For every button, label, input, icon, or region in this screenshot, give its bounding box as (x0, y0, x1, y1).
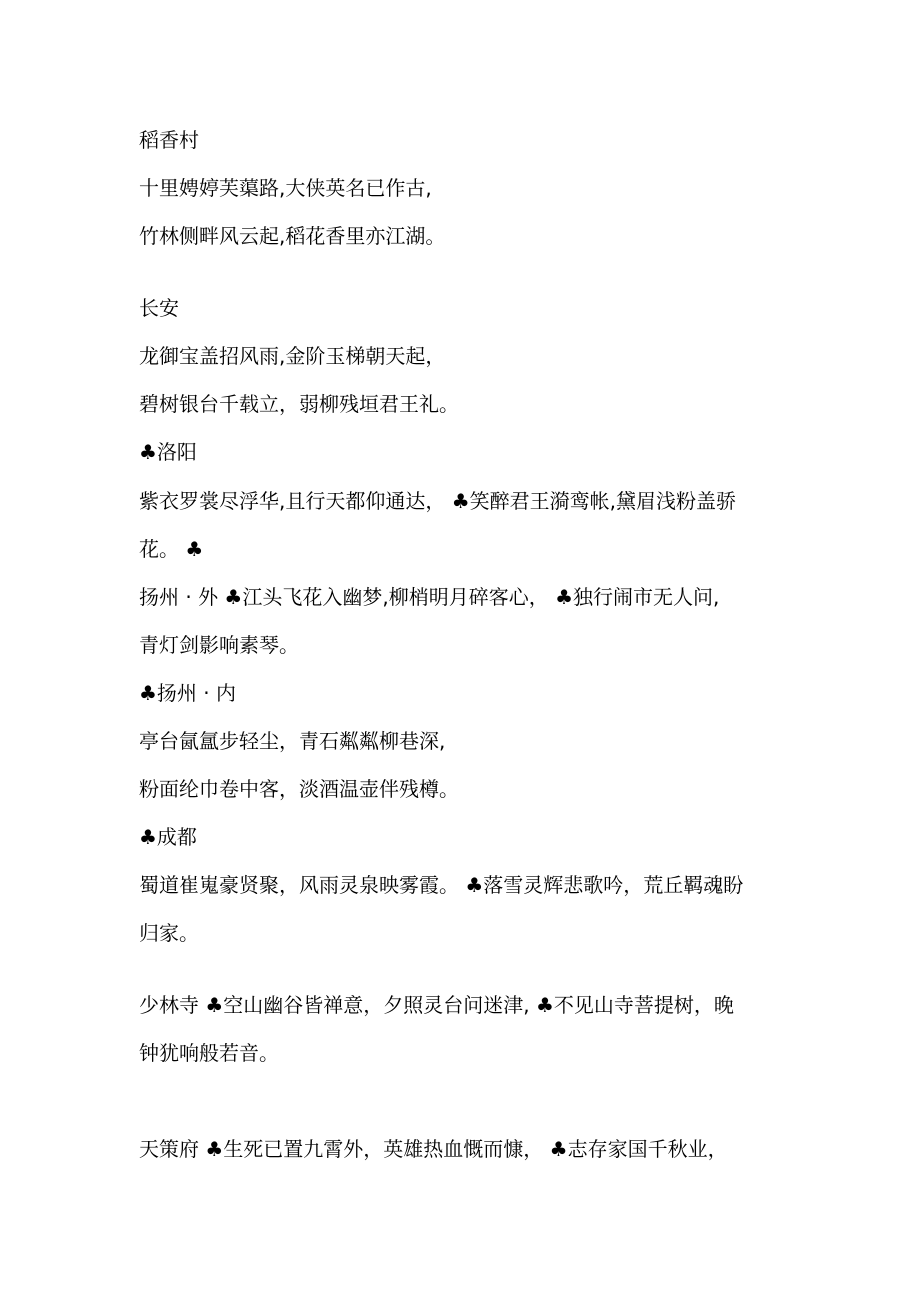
poem-line: 归家。 (139, 921, 199, 945)
poem-line: 花。 ♣ (139, 537, 204, 561)
poem-line-yangzhou-outer: 扬州 · 外 ♣江头飞花入幽梦,柳梢明月碎客心， ♣独行闹市无人问, (139, 585, 720, 609)
poem-line: 十里娉婷芙蕖路,大侠英名已作古, (139, 176, 432, 200)
poem-line: 钟犹响般若音。 (139, 1041, 279, 1065)
heading-daoxiangcun: 稻香村 (139, 128, 199, 152)
poem-line-shaolin: 少林寺 ♣空山幽谷皆禅意，夕照灵台问迷津, ♣不见山寺菩提树，晚 (139, 993, 734, 1017)
heading-chengdu: ♣成都 (139, 825, 197, 849)
poem-line: 竹林侧畔风云起,稻花香里亦江湖。 (139, 224, 446, 248)
heading-changan: 长安 (139, 296, 179, 320)
poem-line-tiance: 天策府 ♣生死已置九霄外，英雄热血慨而慷， ♣志存家国千秋业， (139, 1137, 728, 1161)
poem-line: 紫衣罗裳尽浮华,且行天都仰通达， ♣笑醉君王漪鸾帐,黛眉浅粉盖骄 (139, 489, 737, 513)
heading-luoyang: ♣洛阳 (139, 440, 197, 464)
poem-line: 龙御宝盖招风雨,金阶玉梯朝天起， (139, 344, 446, 368)
poem-line: 亭台氤氲步轻尘，青石粼粼柳巷深, (139, 729, 446, 753)
heading-yangzhou-inner: ♣扬州 · 内 (139, 681, 237, 705)
poem-line: 青灯剑影响素琴。 (139, 633, 299, 657)
poem-line: 蜀道崔嵬豪贤聚，风雨灵泉映雾霞。 ♣落雪灵辉悲歌吟，荒丘羁魂盼 (139, 873, 744, 897)
poem-line: 粉面纶巾卷中客，淡酒温壶伴残樽。 (139, 777, 459, 801)
poem-line: 碧树银台千载立，弱柳残垣君王礼。 (139, 392, 459, 416)
